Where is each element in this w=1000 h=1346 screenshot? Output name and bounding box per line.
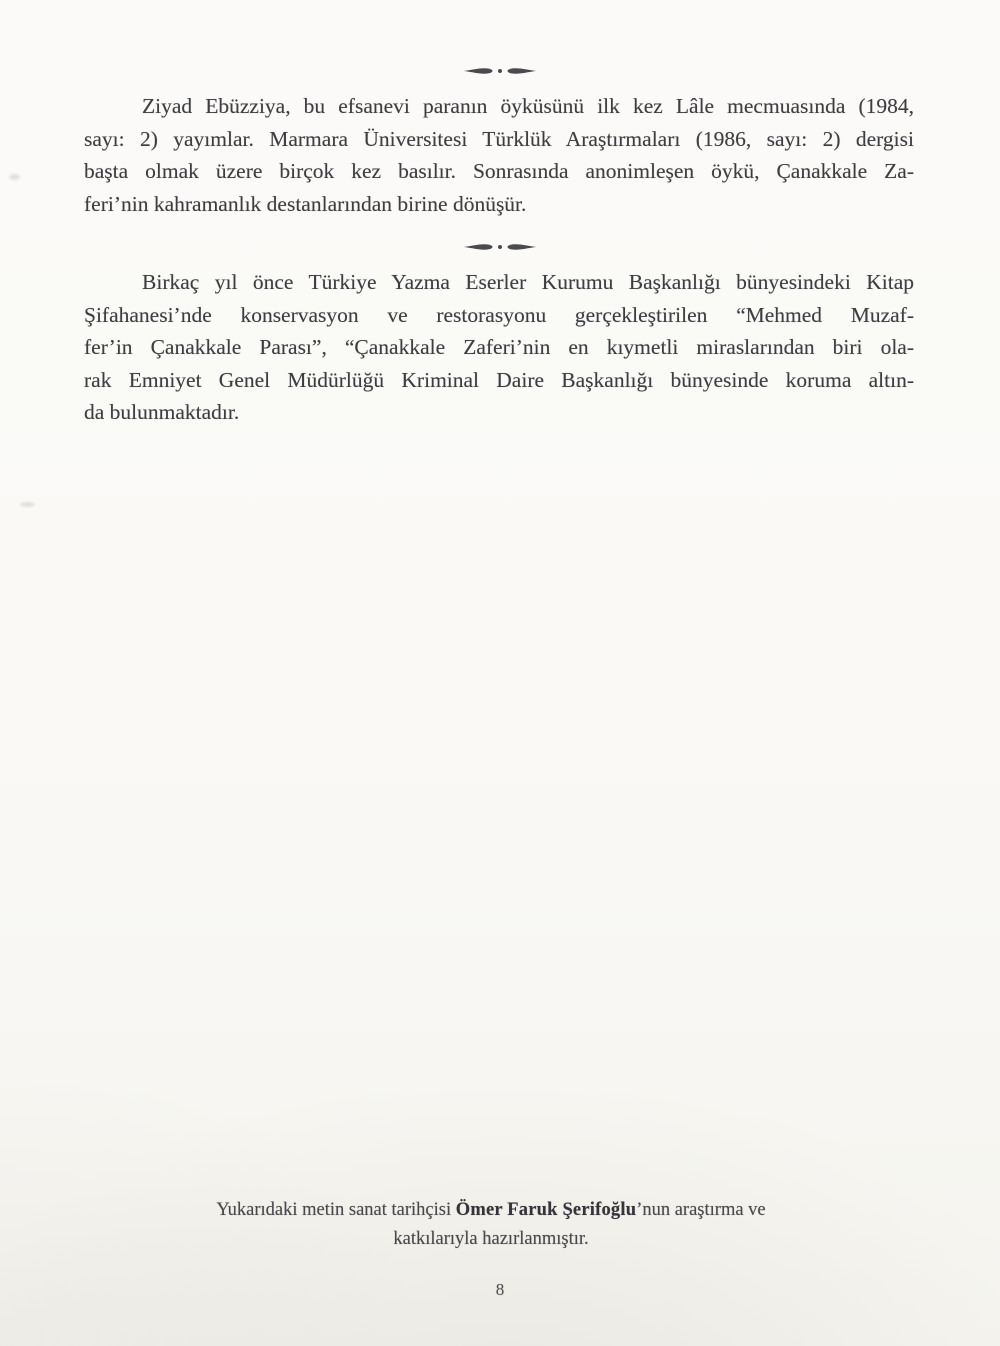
scan-smudge [20, 502, 35, 507]
credit-text: katkılarıyla hazırlanmıştır. [393, 1228, 589, 1249]
scan-smudge [9, 174, 20, 180]
divider-left-leaf [464, 68, 493, 73]
divider-center-dot [498, 245, 502, 249]
text-line: feri’nin kahramanlık destanlarından birine dönüşür. [84, 191, 527, 216]
divider-right-leaf [508, 244, 537, 249]
divider-right-leaf [508, 68, 537, 73]
text-line: Şifahanesi’nde konservasyon ve restorasyonu gerçekleştirilen “Mehmed Muzaf- [84, 302, 914, 327]
section-divider-ornament [0, 242, 1000, 252]
text-line: sayı: 2) yayımlar. Marmara Üniversitesi Türklük Araştırmaları (1986, sayı: 2) dergisi [84, 126, 914, 151]
credit-name: Ömer Faruk Şerifoğlu [455, 1200, 637, 1220]
credit-note [0, 1196, 991, 1253]
body-paragraph-2 [84, 266, 914, 429]
body-paragraph-1 [84, 90, 914, 220]
text-line: başta olmak üzere birçok kez basılır. Sonrasında anonimleşen öykü, Çanakkale Za- [84, 159, 914, 184]
leaf-dot-leaf-divider-icon [463, 66, 537, 76]
credit-text: ’nun araştırma ve [636, 1200, 766, 1220]
credit-line-2 [0, 1225, 991, 1254]
leaf-dot-leaf-divider-icon [463, 242, 537, 252]
page-number: 8 [495, 1280, 505, 1299]
credit-text: Yukarıdaki metin sanat tarihçisi [216, 1200, 456, 1220]
text-line: da bulunmaktadır. [84, 400, 240, 425]
section-divider-ornament [0, 66, 1000, 76]
divider-left-leaf [464, 244, 493, 249]
text-line: fer’in Çanakkale Parası”, “Çanakkale Zaferi’nin en kıymetli miraslarından biri ola- [84, 335, 914, 360]
text-line: Birkaç yıl önce Türkiye Yazma Eserler Kurumu Başkanlığı bünyesindeki Kitap [142, 270, 914, 294]
text-line: Ziyad Ebüzziya, bu efsanevi paranın öyküsünü ilk kez Lâle mecmuasında (1984, [142, 94, 914, 118]
text-line: rak Emniyet Genel Müdürlüğü Kriminal Daire Başkanlığı bünyesinde koruma altın- [84, 367, 914, 392]
credit-line-1 [0, 1196, 991, 1225]
divider-center-dot [498, 69, 502, 73]
